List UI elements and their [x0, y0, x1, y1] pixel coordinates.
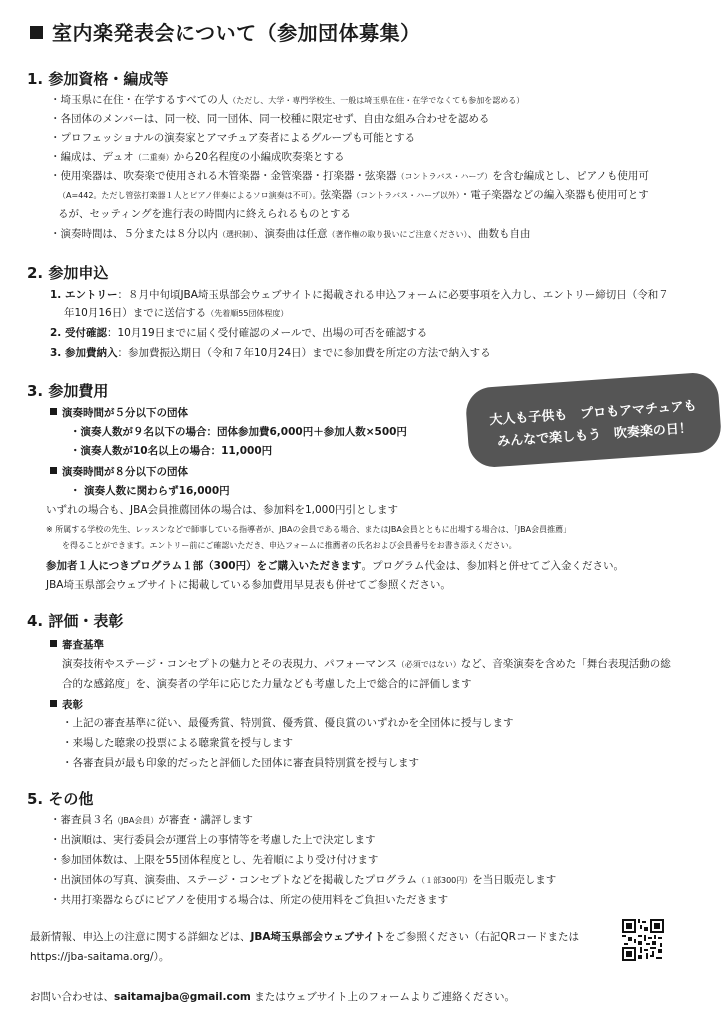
slogan-bubble: [465, 371, 723, 468]
s3-group-1-heading: 演奏時間が５分以下の団体: [50, 405, 188, 420]
square-bullet-icon: [50, 700, 57, 707]
s3-recommend-note-1: ※ 所属する学校の先生、レッスンなどで師事している指導者が、JBAの会員である場合、またはJBA会員とともに出場する場合は、「JBA会員推薦」: [46, 525, 572, 534]
square-bullet-icon: [50, 467, 57, 474]
section-2-heading: 2. 参加申込: [27, 264, 109, 282]
s3-group-1-item-2: ・演奏人数が10名以上の場合：11,000円: [70, 445, 273, 457]
s2-item-1-cont: 年10月16日）までに送信する（先着順55団体程度）: [64, 307, 289, 319]
s1-line-5: ・使用楽器は、吹奏楽で使用される木管楽器・金管楽器・打楽器・弦楽器（コントラバス・ハープ）を含む編成とし、ピアノも使用可: [50, 170, 649, 182]
s3-group-2-heading: 演奏時間が８分以下の団体: [50, 464, 188, 479]
footer-contact: お問い合わせは、saitamajba@gmail.com またはウェブサイト上のフォームよりご連絡ください。: [30, 991, 516, 1003]
s5-line-5: ・共用打楽器ならびにピアノを使用する場合は、所定の使用料をご負担いただきます: [50, 894, 449, 906]
s4-criteria-heading: 審査基準: [50, 637, 104, 652]
square-bullet-icon: [50, 408, 57, 415]
s5-line-2: ・出演順は、実行委員会が運営上の事情等を考慮した上で決定します: [50, 834, 376, 846]
s1-line-7: るが、セッティングを進行表の時間内に終えられるものとする: [58, 208, 351, 220]
s4-award-3: ・各審査員が最も印象的だったと評価した団体に審査員特別賞を授与します: [62, 757, 419, 769]
s3-recommend-note-2: を得ることができます。エントリー前にご確認いただき、申込フォームに推薦者の氏名および会員番号をお書き添えください。: [62, 541, 517, 550]
footer-url[interactable]: https://jba-saitama.org/）。: [30, 951, 170, 963]
square-bullet-icon: [50, 640, 57, 647]
section-3-heading: 3. 参加費用: [27, 382, 109, 400]
s1-line-2: ・各団体のメンバーは、同一校、同一団体、同一校種に限定せず、自由な組み合わせを認める: [50, 113, 490, 125]
slogan-line-2: みんなで楽しもう 吹奏楽の日！: [496, 421, 693, 450]
title-text: 室内楽発表会について（参加団体募集）: [52, 21, 421, 45]
s2-item-1: 1. エントリー：８月中旬頃JBA埼玉県部会ウェブサイトに掲載される申込フォームに必要事項を入力し、エントリー締切日（令和７: [50, 289, 669, 301]
s3-program-line-1: 参加者１人につきプログラム１部（300円）をご購入いただきます。プログラム代金は、参加料と併せてご入金ください。: [46, 560, 625, 572]
footer-info-line-1: 最新情報、申込上の注意に関する詳細などは、JBA埼玉県部会ウェブサイトをご参照ください（右記QRコードまたは: [30, 931, 579, 943]
section-5-heading: 5. その他: [27, 790, 94, 808]
s3-program-line-2: JBA埼玉県部会ウェブサイトに掲載している参加費用早見表も併せてご参照ください。: [46, 579, 451, 591]
s5-line-3: ・参加団体数は、上限を55団体程度とし、先着順により受け付けます: [50, 854, 379, 866]
s5-line-1: ・審査員３名（JBA会員）が審査・講評します: [50, 814, 253, 826]
s3-group-2-item-1: ・ 演奏人数に関わらず16,000円: [70, 485, 230, 497]
qr-code-icon[interactable]: [622, 919, 664, 961]
section-1-heading: 1. 参加資格・編成等: [27, 70, 169, 88]
s1-line-8: ・演奏時間は、５分または８分以内（選択制）、演奏曲は任意（著作権の取り扱いにご注意ください）、曲数も自由: [50, 228, 531, 240]
slogan-line-1: 大人も子供も プロもアマチュアも: [488, 398, 698, 429]
s1-line-6: （A=442。ただし管弦打楽器１人とピアノ伴奏によるソロ演奏は不可）。弦楽器（コントラバス・ハープ以外）・電子楽器などの編入楽器も使用可とす: [58, 189, 649, 201]
page-title: [30, 17, 421, 46]
s3-discount-note: いずれの場合も、JBA会員推薦団体の場合は、参加料を1,000円引とします: [46, 504, 399, 516]
s2-item-3: 3. 参加費納入：参加費振込期日（令和７年10月24日）までに参加費を所定の方法で納入する: [50, 347, 491, 359]
s1-line-3: ・プロフェッショナルの演奏家とアマチュア奏者によるグループも可能とする: [50, 132, 416, 144]
s4-awards-heading: 表彰: [50, 697, 83, 712]
s4-award-1: ・上記の審査基準に従い、最優秀賞、特別賞、優秀賞、優良賞のいずれかを全団体に授与します: [62, 717, 514, 729]
s1-line-4: ・編成は、デュオ（二重奏）から20名程度の小編成吹奏楽とする: [50, 151, 345, 163]
s4-criteria-line-1: 演奏技術やステージ・コンセプトの魅力とその表現力、パフォーマンス（必須ではない）など、音楽演奏を含めた「舞台表現活動の総: [62, 658, 671, 670]
s4-criteria-line-2: 合的な感銘度」を、演奏者の学年に応じた力量なども考慮した上で総合的に評価します: [62, 678, 472, 690]
s4-award-2: ・来場した聴衆の投票による聴衆賞を授与します: [62, 737, 293, 749]
section-4-heading: 4. 評価・表彰: [27, 612, 124, 630]
s5-line-4: ・出演団体の写真、演奏曲、ステージ・コンセプトなどを掲載したプログラム（１部300円）を当日販売します: [50, 874, 557, 886]
contact-email[interactable]: saitamajba@gmail.com: [114, 991, 251, 1003]
s3-group-1-item-1: ・演奏人数が９名以下の場合：団体参加費6,000円＋参加人数×500円: [70, 426, 407, 438]
title-square-icon: [30, 26, 43, 39]
s1-line-1: ・埼玉県に在住・在学するすべての人（ただし、大学・専門学校生、一般は埼玉県在住・在学でなくても参加を認める）: [50, 94, 525, 106]
s2-item-2: 2. 受付確認：10月19日までに届く受付確認のメールで、出場の可否を確認する: [50, 327, 428, 339]
